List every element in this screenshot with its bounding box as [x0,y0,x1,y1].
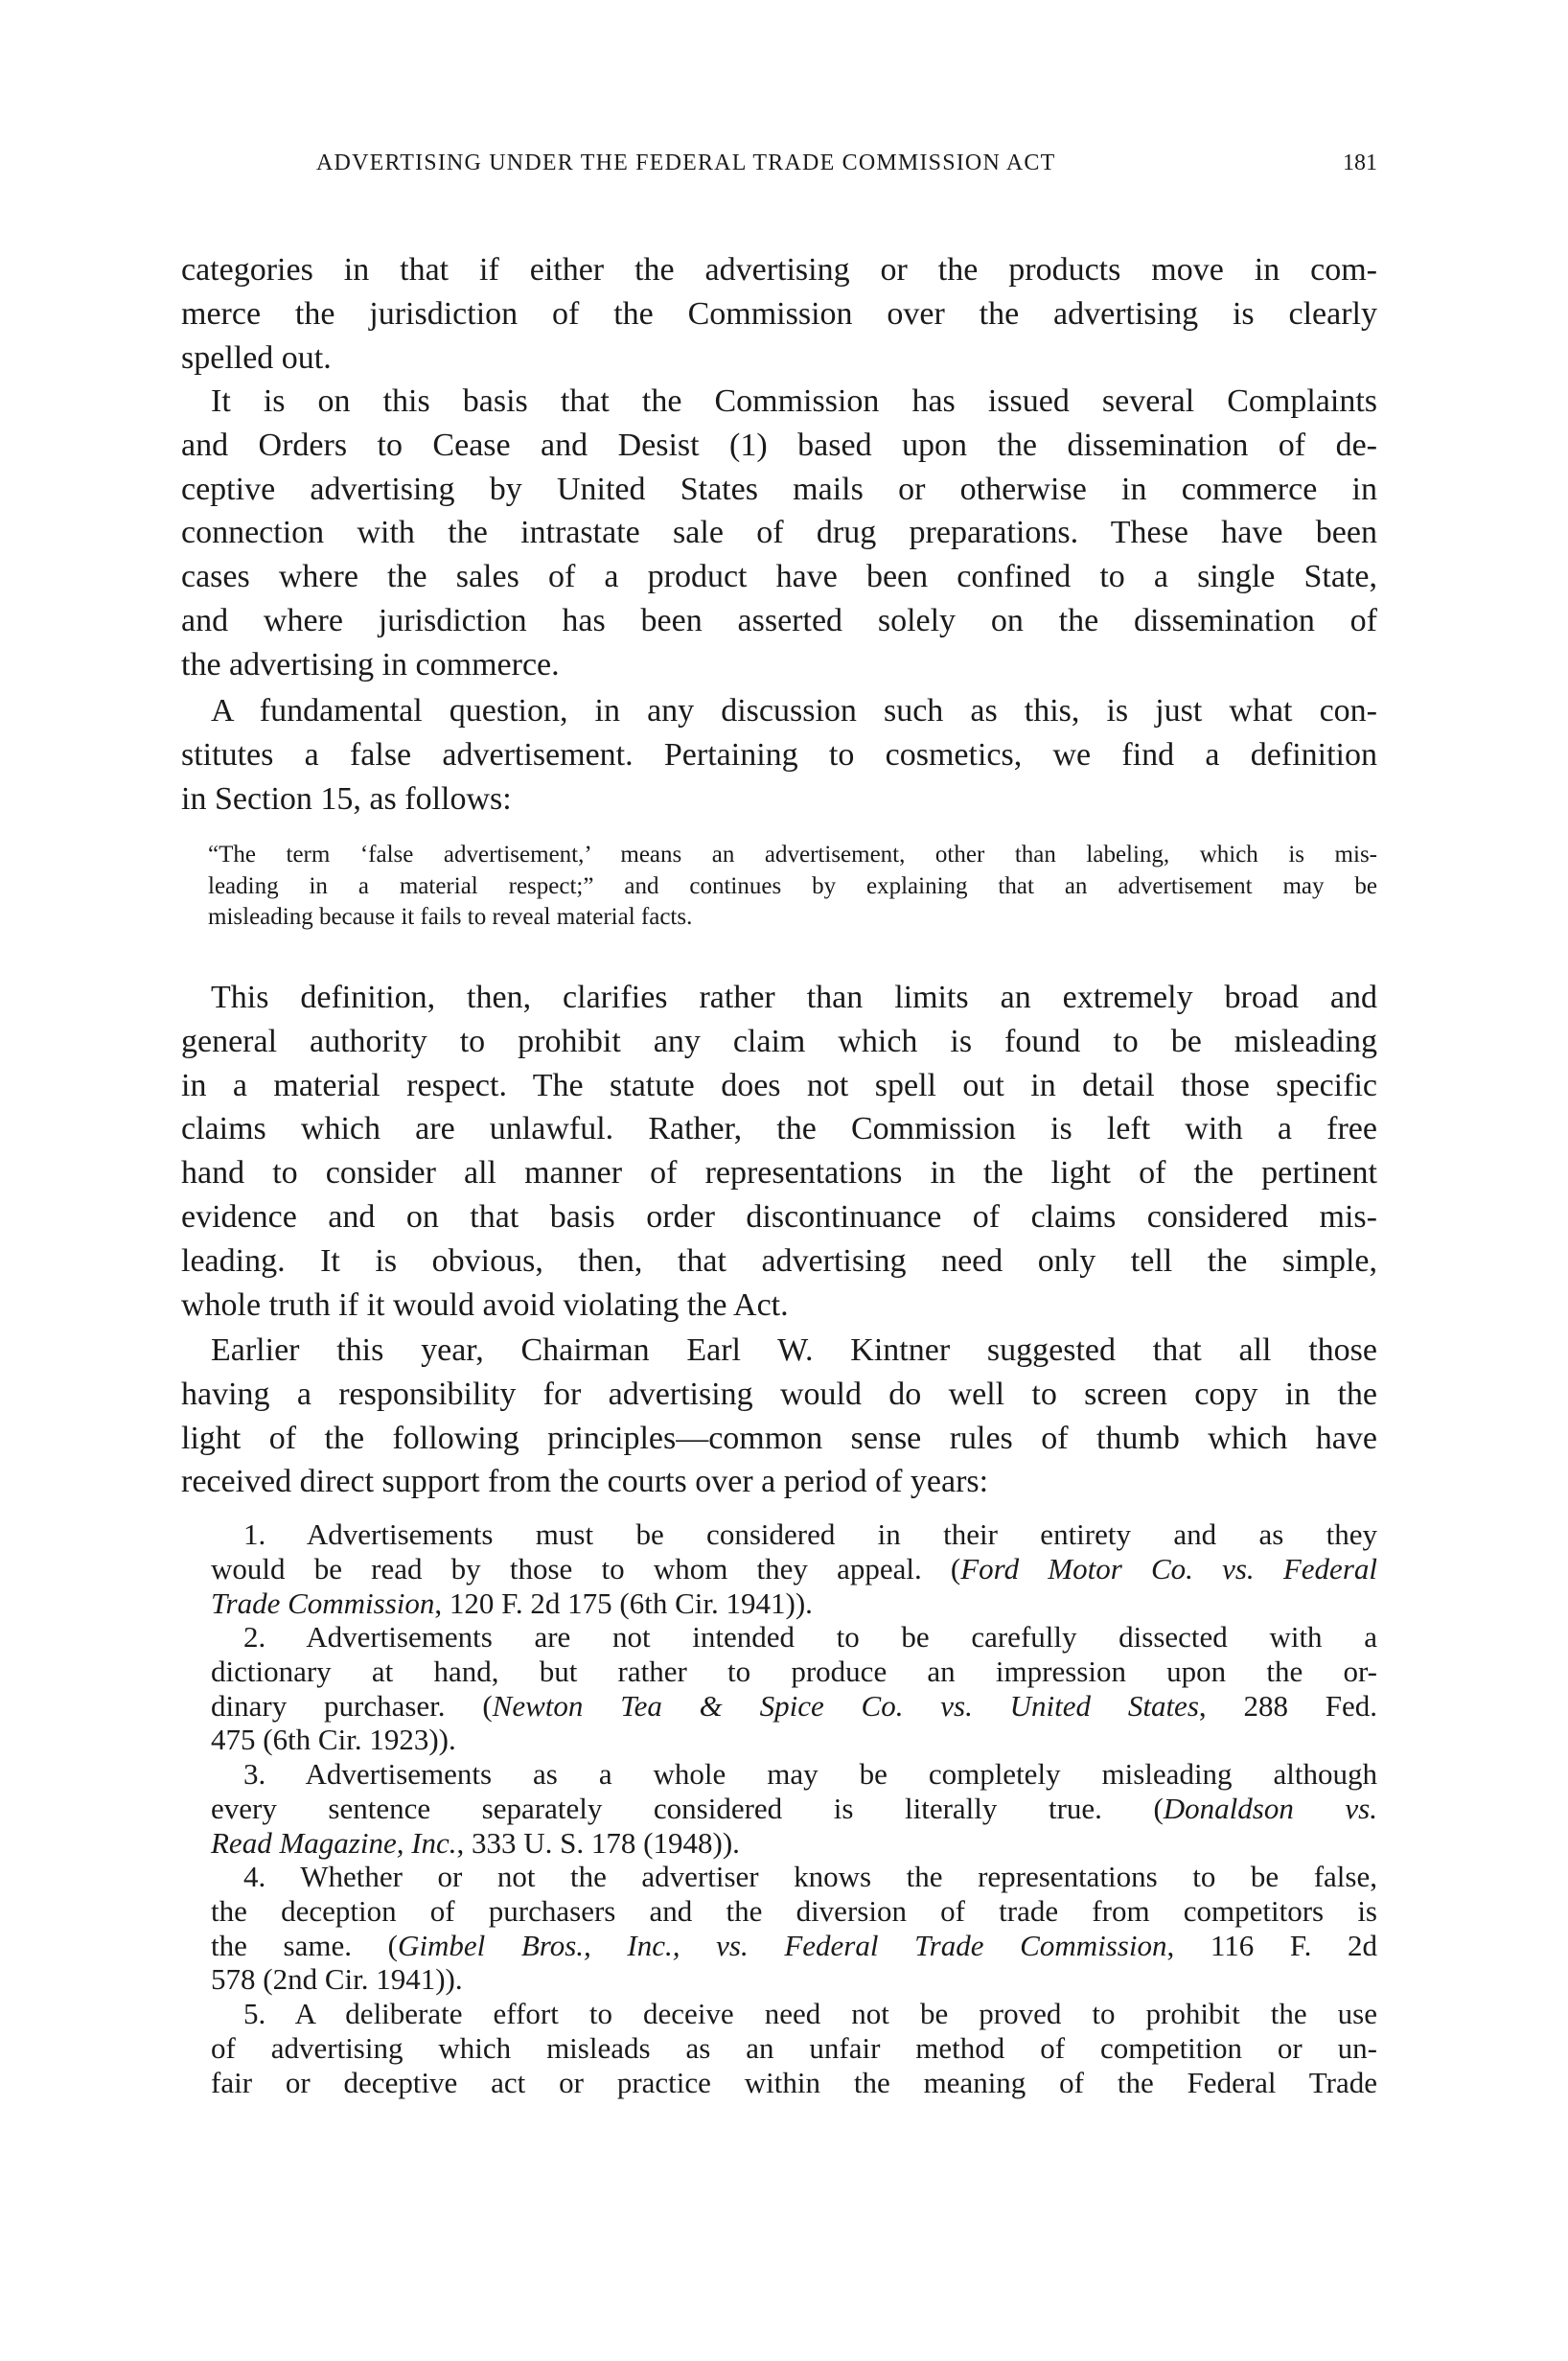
text-line [243,1860,1377,1894]
text-run: whole truth if it would avoid violating the Act. [181,1286,789,1323]
text-run: the advertising in commerce. [181,646,560,683]
text-line [211,1586,1377,1621]
text-line [181,1374,1377,1416]
case-citation-italic: Read Magazine, Inc. [211,1825,457,1860]
text-run: every sentence separately considered is literally true. ( [211,1791,1164,1825]
text-line [181,734,1377,776]
text-run: light of the following principles—common sense rules of thumb which have [181,1420,1377,1456]
text-run: , 288 Fed. [1198,1688,1378,1723]
text-line [181,293,1377,336]
text-line [181,1461,1377,1503]
text-run: the deception of purchasers and the diversion of trade from competitors is [211,1893,1377,1928]
text-line [181,337,1377,380]
text-run: connection with the intrastate sale of drug preparations. These have been [181,515,1377,551]
text-run: evidence and on that basis order discontinuance of claims considered mis- [181,1199,1377,1235]
text-line [211,1689,1377,1724]
text-run: categories in that if either the advertising or the products move in com- [181,252,1377,288]
text-run: , 120 F. 2d 175 (6th Cir. 1941)). [434,1586,813,1620]
running-head-title: ADVERTISING UNDER THE FEDERAL TRADE COMMISSION ACT [316,150,1056,175]
text-run: 4. Whether or not the advertiser knows the representations to be false, [243,1860,1377,1893]
text-run: “The term ‘false advertisement,’ means an advertisement, other than labeling, which is mis- [208,842,1377,868]
text-run: general authority to prohibit any claim which is found to be misleading [181,1023,1377,1059]
text-line [181,1065,1377,1107]
text-line [211,1826,1377,1861]
case-citation-italic: Trade Commission [211,1586,435,1620]
page-number: 181 [1343,150,1377,175]
text-line [211,1723,1377,1757]
text-run: It is on this basis that the Commission has issued several Complaints [211,383,1377,419]
text-line [208,840,1377,870]
text-line [211,1929,1377,1963]
text-run: fair or deceptive act or practice within the meaning of the Federal Trade [211,2065,1377,2099]
text-run: , 333 U. S. 178 (1948)). [456,1825,740,1860]
text-run: 578 (2nd Cir. 1941)). [211,1962,463,1997]
text-line [211,690,1377,732]
text-line [211,1894,1377,1929]
case-citation-italic: Ford Motor Co. vs. Federal [960,1551,1377,1586]
text-line [211,1792,1377,1826]
text-run: dinary purchaser. ( [211,1688,493,1723]
text-line [208,902,1377,933]
text-line [211,381,1377,423]
text-line [181,1152,1377,1194]
text-run: leading in a material respect;” and continues by explaining that an advertisement may be [208,872,1377,899]
text-run: spelled out. [181,339,332,376]
text-line [181,469,1377,511]
text-run: in Section 15, as follows: [181,780,512,817]
text-line [211,1330,1377,1372]
text-line [211,1655,1377,1689]
text-run: and where jurisdiction has been asserted solely on the dissemination of [181,603,1377,638]
text-line [181,512,1377,554]
text-run: merce the jurisdiction of the Commission over the advertising is clearly [181,295,1377,332]
text-line [181,556,1377,598]
text-run: dictionary at hand, but rather to produce an impression upon the or- [211,1654,1377,1688]
text-run: This definition, then, clarifies rather than limits an extremely broad and [211,980,1377,1015]
text-run: A fundamental question, in any discussion such as this, is just what con- [211,693,1377,729]
text-run: , 116 F. 2d [1166,1928,1378,1962]
text-line [181,1108,1377,1150]
text-run: 5. A deliberate effort to deceive need not be proved to prohibit the use [243,1997,1377,2030]
text-line [181,425,1377,467]
text-run: claims which are unlawful. Rather, the Commission is left with a free [181,1111,1377,1147]
text-run: would be read by those to whom they appeal. ( [211,1551,961,1586]
text-line [211,1962,1377,1997]
text-line [211,2066,1377,2100]
text-run: of advertising which misleads as an unfair method of competition or un- [211,2030,1377,2065]
text-line [181,644,1377,686]
text-run: and Orders to Cease and Desist (1) based upon the dissemination of de- [181,427,1377,463]
text-run: the same. ( [211,1928,398,1962]
text-run: cases where the sales of a product have been confined to a single State, [181,559,1377,595]
text-run: in a material respect. The statute does not spell out in detail those specific [181,1067,1377,1103]
text-run: 2. Advertisements are not intended to be carefully dissected with a [243,1620,1377,1654]
case-citation-italic: Gimbel Bros., Inc., vs. Federal Trade Commission [397,1928,1167,1962]
text-line [181,1021,1377,1063]
text-line [181,249,1377,291]
text-line [211,2031,1377,2066]
text-run: hand to consider all manner of representations in the light of the pertinent [181,1155,1377,1192]
text-line [208,871,1377,902]
text-line [243,1757,1377,1792]
case-citation-italic: Newton Tea & Spice Co. vs. United States [492,1688,1199,1723]
case-citation-italic: Donaldson vs. [1163,1791,1377,1825]
text-run: misleading because it fails to reveal material facts. [208,904,693,931]
text-line [211,1552,1377,1586]
text-run: 1. Advertisements must be considered in their entirety and as they [243,1517,1377,1551]
running-head [316,144,1377,182]
text-run: ceptive advertising by United States mails or otherwise in commerce in [181,471,1377,507]
text-line [181,778,1377,821]
text-run: having a responsibility for advertising would do well to screen copy in the [181,1376,1377,1412]
text-run: 3. Advertisements as a whole may be completely misleading although [243,1757,1377,1791]
text-run: Earlier this year, Chairman Earl W. Kintner suggested that all those [211,1332,1377,1368]
text-line [243,1997,1377,2031]
text-run: stitutes a false advertisement. Pertaining to cosmetics, we find a definition [181,736,1377,773]
text-line [181,1285,1377,1327]
text-run: received direct support from the courts over a period of years: [181,1464,989,1500]
text-line [181,1240,1377,1283]
text-line [243,1517,1377,1552]
text-line [181,1196,1377,1238]
text-run: leading. It is obvious, then, that advertising need only tell the simple, [181,1242,1377,1279]
text-line [243,1620,1377,1655]
text-run: 475 (6th Cir. 1923)). [211,1723,456,1757]
text-line [181,1418,1377,1460]
text-line [181,600,1377,642]
text-line [211,977,1377,1019]
